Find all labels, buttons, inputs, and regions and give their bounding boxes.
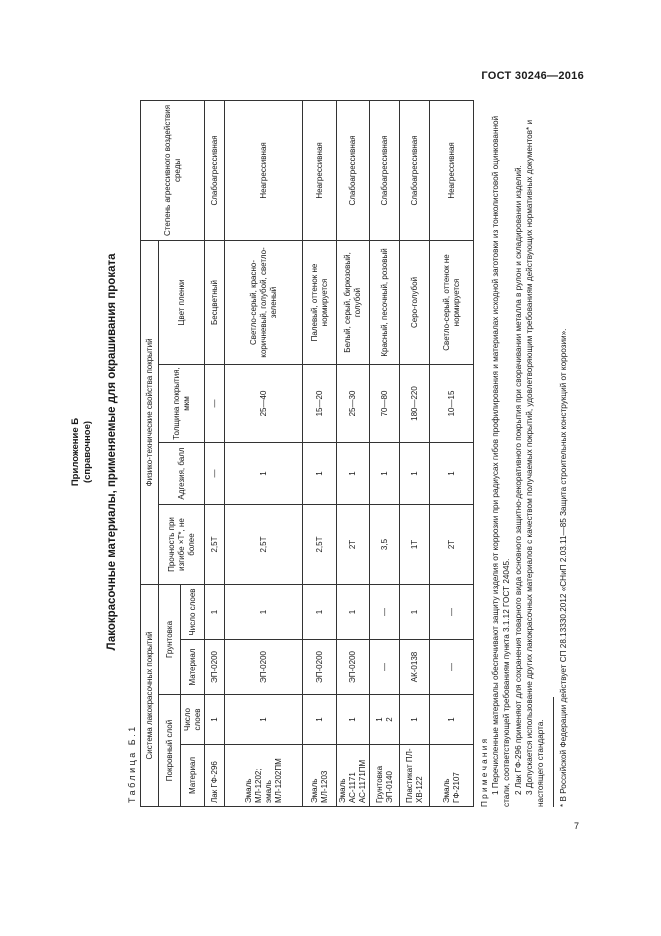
cell-primer-layers: 1 <box>400 585 430 640</box>
cell-thickness: 25—30 <box>337 365 370 443</box>
header-top-layer: Покровный слой <box>159 695 181 807</box>
cell-bend: 2Т <box>430 505 474 585</box>
table-label: Таблица Б.1 <box>127 724 137 803</box>
cell-layers: 1 <box>337 695 370 745</box>
cell-bend: 1Т <box>400 505 430 585</box>
cell-adhesion: 1 <box>400 443 430 505</box>
cell-layers: 1 <box>430 695 474 745</box>
cell-layers: 1 2 <box>370 695 400 745</box>
footnote: * В Российской Федерации действует СП 28.13330.2012 «СНиП 2.03.11—85 Защита строительных конструкций от коррозии». <box>559 328 569 807</box>
table-row <box>400 100 430 806</box>
cell-aggressiveness: Неагрессивная <box>303 100 337 240</box>
table-row <box>430 100 474 806</box>
materials-table <box>140 100 474 807</box>
table-row <box>370 100 400 806</box>
table-row <box>205 100 225 806</box>
cell-color: Палевый, оттенок не нормируется <box>303 240 337 364</box>
header-bend-strength: Прочность при изгибе ×Т*, не более <box>159 505 205 585</box>
cell-primer-material: ЭП-0200 <box>337 640 370 695</box>
main-title: Лакокрасочные материалы, применяемые для окрашивания проката <box>106 253 118 651</box>
cell-layers: 1 <box>400 695 430 745</box>
cell-bend: 2,5Т <box>225 505 303 585</box>
page-number: 7 <box>574 821 580 831</box>
cell-primer-material: — <box>430 640 474 695</box>
cell-thickness: 10—15 <box>430 365 474 443</box>
cell-aggressiveness: Слабоагрессивная <box>370 100 400 240</box>
cell-bend: 2,5Т <box>205 505 225 585</box>
header-layers: Число слоев <box>181 695 205 745</box>
note-item: 1 Перечисленные материалы обеспечивают защиту изделия от коррозии при радиусах гибов профилирования и материалах исходной заготовки из тонколистовой оцинкованной стали, соответствующей требованиям пункта 3.1.12 ГОСТ 24045. <box>491 115 512 807</box>
cell-thickness: 15—20 <box>303 365 337 443</box>
cell-thickness: 70—80 <box>370 365 400 443</box>
table-row <box>225 100 303 806</box>
header-primer: Грунтовка <box>159 585 181 695</box>
cell-color: Серо-голубой <box>400 240 430 364</box>
cell-primer-material: ЭП-0200 <box>225 640 303 695</box>
cell-material: Эмаль АС-1171 АС-1171ПМ <box>337 745 370 807</box>
cell-adhesion: 1 <box>370 443 400 505</box>
header-thickness: Толщина покрытия, мкм <box>159 365 205 443</box>
cell-material: Эмаль МЛ-1202; эмаль МЛ-1202ПМ <box>225 745 303 807</box>
cell-layers: 1 <box>225 695 303 745</box>
cell-material: Пластикат ПЛ-ХВ-122 <box>400 745 430 807</box>
cell-bend: 3,5 <box>370 505 400 585</box>
cell-primer-layers: 1 <box>225 585 303 640</box>
notes <box>479 97 546 807</box>
cell-material: Лак ГФ-296 <box>205 745 225 807</box>
cell-thickness: 180—220 <box>400 365 430 443</box>
cell-color: Бесцветный <box>205 240 225 364</box>
cell-thickness: 25—40 <box>225 365 303 443</box>
cell-color: Белый, серый, бирюзовый, голубой <box>337 240 370 364</box>
cell-adhesion: 1 <box>303 443 337 505</box>
cell-primer-layers: — <box>370 585 400 640</box>
cell-thickness: — <box>205 365 225 443</box>
cell-material: Эмаль МЛ-1203 <box>303 745 337 807</box>
cell-aggressiveness: Слабоагрессивная <box>400 100 430 240</box>
header-aggressiveness: Степень агрессивного воздействия среды <box>141 100 205 240</box>
cell-material: Эмаль ГФ-2107 <box>430 745 474 807</box>
cell-adhesion: 1 <box>225 443 303 505</box>
cell-color: Светло-серый, оттенок не нормируется <box>430 240 474 364</box>
note-item: 2 Лак ГФ-296 применяют для сохранения товарного вида основного защитно-декоративного покрытия при сворачивании металла в рулон и складировании изделий. <box>513 165 523 795</box>
cell-adhesion: — <box>205 443 225 505</box>
cell-aggressiveness: Слабоагрессивная <box>337 100 370 240</box>
table-row <box>337 100 370 806</box>
cell-color: Светло-серый, красно-коричневый, голубой, светло-зеленый <box>225 240 303 364</box>
cell-aggressiveness: Неагрессивная <box>430 100 474 240</box>
header-primer-material: Материал <box>181 640 205 695</box>
cell-adhesion: 1 <box>337 443 370 505</box>
table-row <box>303 100 337 806</box>
cell-aggressiveness: Неагрессивная <box>225 100 303 240</box>
appendix-subtitle: (справочное) <box>82 420 93 484</box>
cell-primer-layers: — <box>430 585 474 640</box>
cell-color: Красный, песочный, розовый <box>370 240 400 364</box>
header-system: Система лакокрасочных покрытий <box>141 585 159 807</box>
cell-primer-layers: 1 <box>205 585 225 640</box>
cell-aggressiveness: Слабоагрессивная <box>205 100 225 240</box>
standard-code: ГОСТ 30246—2016 <box>481 70 584 82</box>
cell-adhesion: 1 <box>430 443 474 505</box>
cell-primer-layers: 1 <box>337 585 370 640</box>
cell-primer-material: — <box>370 640 400 695</box>
header-adhesion: Адгезия, балл <box>159 443 205 505</box>
header-material: Материал <box>181 745 205 807</box>
cell-primer-layers: 1 <box>303 585 337 640</box>
note-item: 3 Допускается использование других лакокрасочных материалов с качеством получаемых покрытий, удовлетворяющим требованиям действующих нормативных документов* и настоящего стандарта. <box>524 119 546 807</box>
rotated-content <box>70 97 588 807</box>
cell-layers: 1 <box>205 695 225 745</box>
cell-primer-material: ЭП-0200 <box>205 640 225 695</box>
header-film-color: Цвет пленки <box>159 240 205 364</box>
header-physical: Физико-технические свойства покрытий <box>141 240 159 584</box>
cell-material: Грунтовка ЭП-0140 <box>370 745 400 807</box>
cell-primer-material: АК-0138 <box>400 640 430 695</box>
notes-heading: П р и м е ч а н и я <box>480 738 489 807</box>
cell-bend: 2,5Т <box>303 505 337 585</box>
header-primer-layers: Число слоев <box>181 585 205 640</box>
cell-layers: 1 <box>303 695 337 745</box>
cell-bend: 2Т <box>337 505 370 585</box>
cell-primer-material: ЭП-0200 <box>303 640 337 695</box>
appendix-title: Приложение Б <box>70 417 81 487</box>
